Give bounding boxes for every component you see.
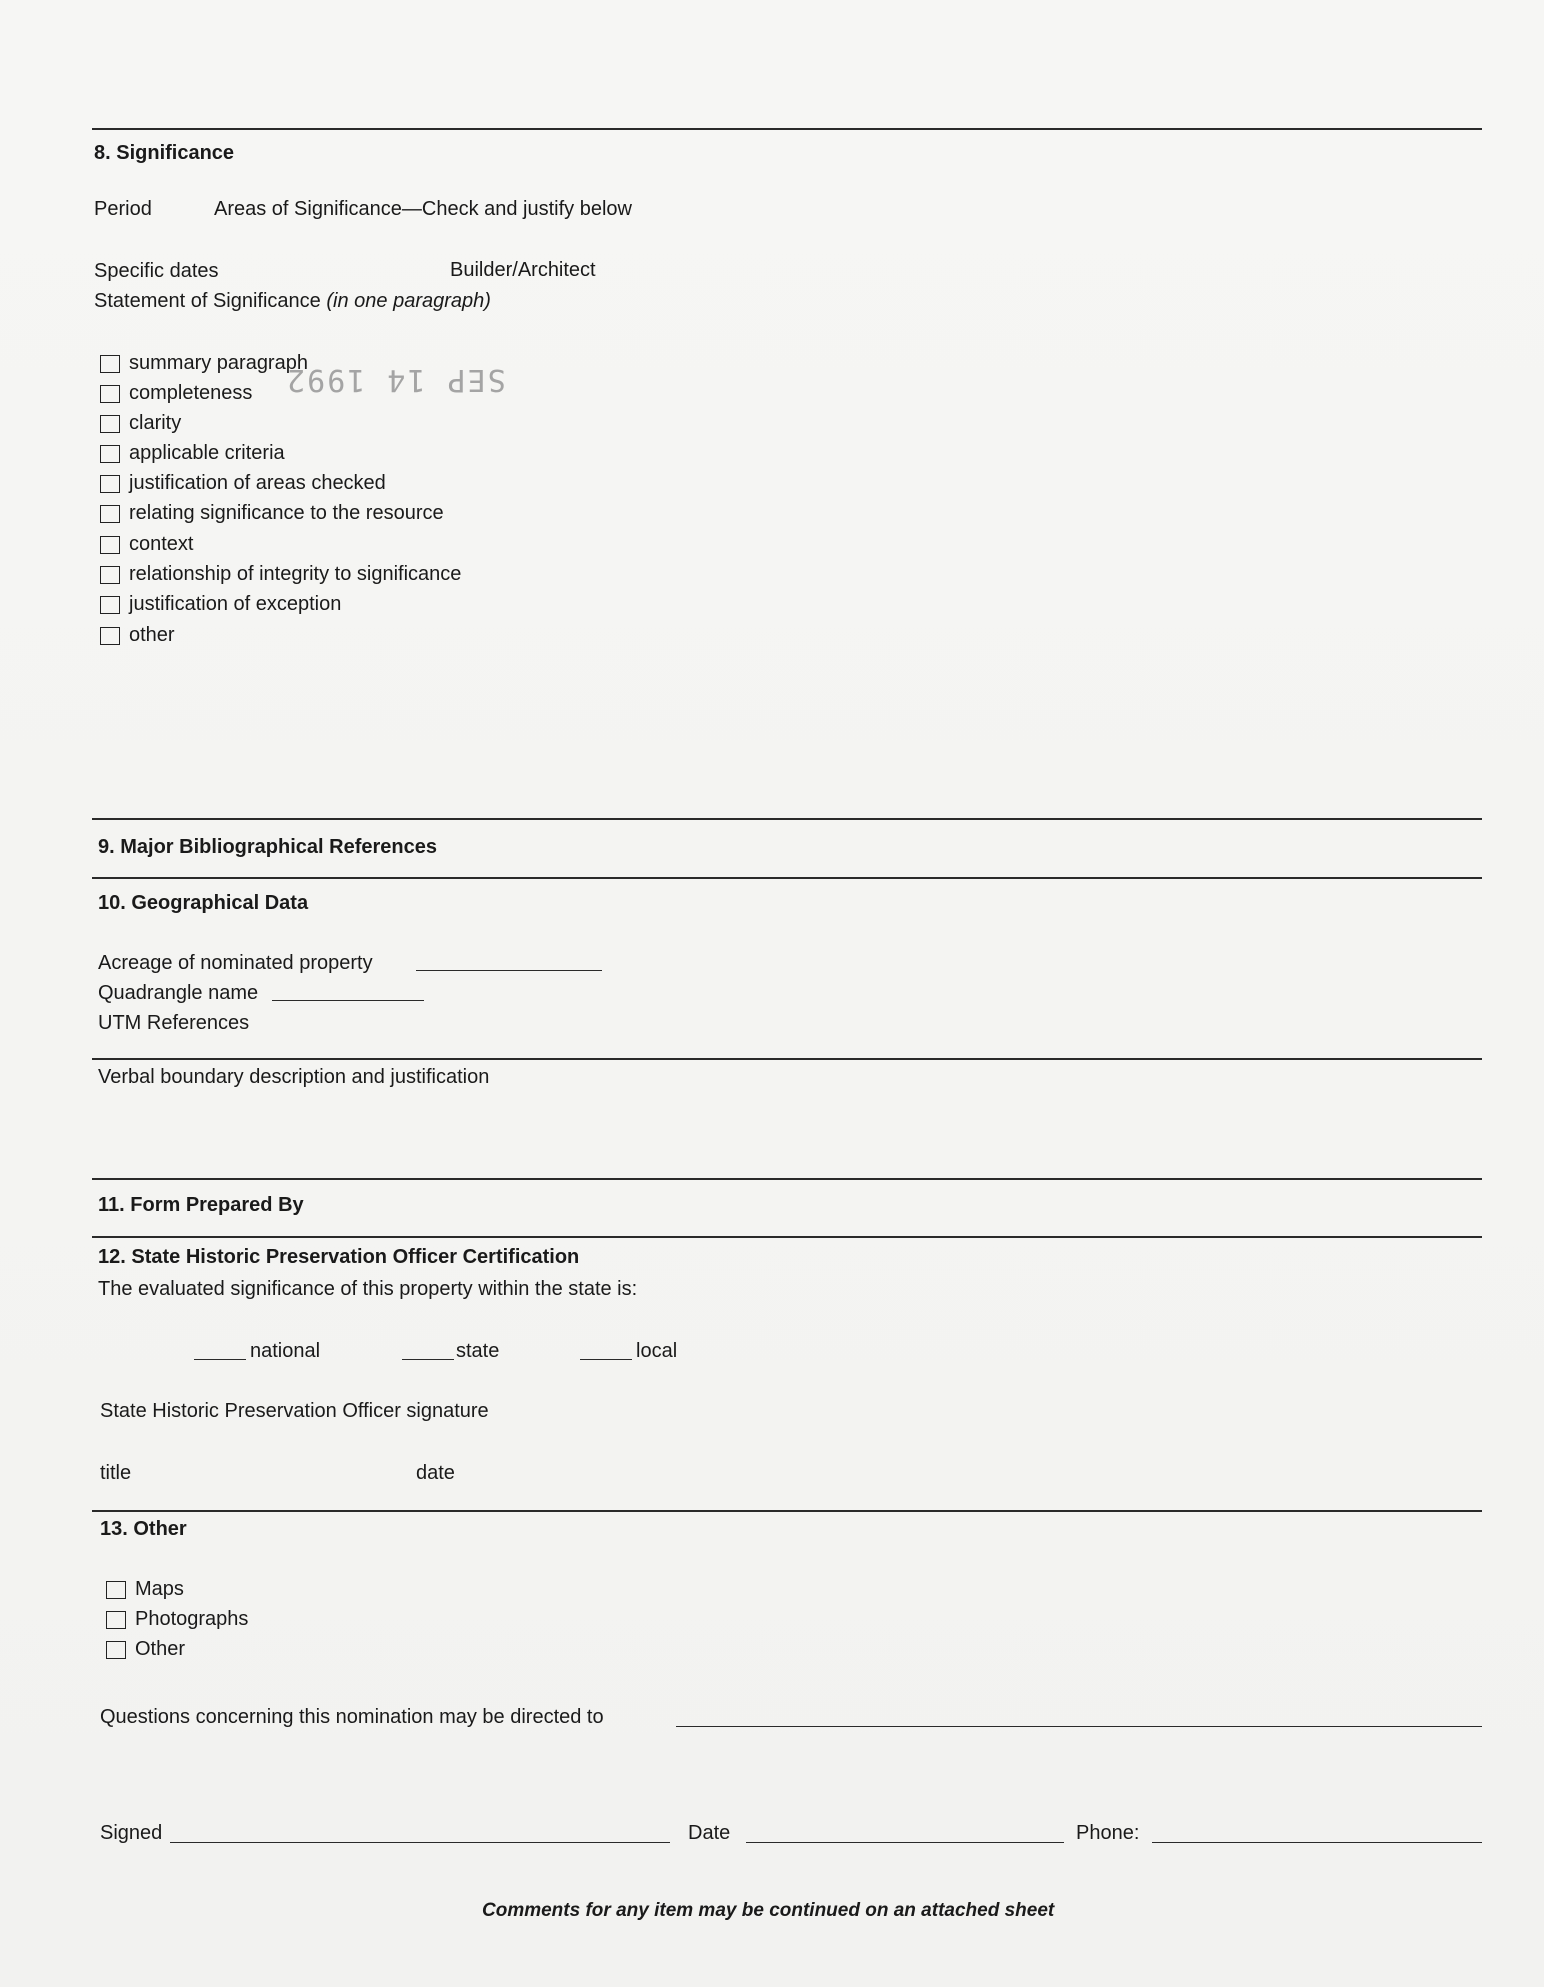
- section-8-heading: 8. Significance: [94, 142, 235, 164]
- signed-field[interactable]: [170, 1842, 670, 1843]
- evaluated-significance-statement: The evaluated significance of this property within the state is:: [98, 1278, 638, 1300]
- section-12-rule: [92, 1236, 1482, 1238]
- section-9-rule: [92, 818, 1482, 820]
- other-checklist-label: Photographs: [135, 1608, 249, 1630]
- checklist-label: relating significance to the resource: [129, 502, 444, 524]
- checklist-item[interactable]: [100, 472, 386, 495]
- checkbox[interactable]: [100, 385, 120, 403]
- checklist-label: relationship of integrity to significance: [129, 563, 462, 585]
- verbal-boundary-rule: [92, 1058, 1482, 1060]
- date-label: date: [416, 1462, 455, 1484]
- local-blank[interactable]: [580, 1359, 632, 1360]
- checkbox[interactable]: [100, 415, 120, 433]
- checkbox[interactable]: [100, 536, 120, 554]
- checkbox[interactable]: [100, 566, 120, 584]
- checklist-label: justification of areas checked: [129, 472, 386, 494]
- received-date-stamp: SEP 14 1992: [285, 362, 506, 397]
- section-13-rule: [92, 1510, 1482, 1512]
- section-10-heading: 10. Geographical Data: [98, 892, 309, 914]
- checkbox[interactable]: [100, 596, 120, 614]
- signed-date-field[interactable]: [746, 1842, 1064, 1843]
- other-checklist-item[interactable]: [106, 1608, 248, 1631]
- checklist-item[interactable]: [100, 412, 181, 435]
- level-national-label: national: [250, 1340, 321, 1362]
- checklist-item[interactable]: [100, 382, 252, 405]
- other-checklist-item[interactable]: [106, 1638, 185, 1661]
- shpo-signature-label: State Historic Preservation Officer signature: [100, 1400, 489, 1422]
- footer-note: Comments for any item may be continued on an attached sheet: [482, 1900, 1055, 1921]
- statement-note: (in one paragraph): [326, 290, 491, 312]
- checkbox[interactable]: [100, 627, 120, 645]
- checklist-item[interactable]: [100, 624, 175, 647]
- other-checklist-item[interactable]: [106, 1578, 184, 1601]
- checklist-item[interactable]: [100, 593, 341, 616]
- checkbox[interactable]: [100, 475, 120, 493]
- checklist-label: justification of exception: [129, 593, 342, 615]
- checklist-label: other: [129, 624, 175, 646]
- section-12-heading: 12. State Historic Preservation Officer Certification: [98, 1246, 580, 1268]
- section-9-heading: 9. Major Bibliographical References: [98, 836, 437, 858]
- section-11-heading: 11. Form Prepared By: [98, 1194, 304, 1216]
- specific-dates-label: Specific dates: [94, 260, 219, 282]
- checkbox[interactable]: [100, 505, 120, 523]
- questions-field[interactable]: [676, 1726, 1482, 1727]
- quadrangle-label: Quadrangle name: [98, 982, 259, 1004]
- period-label: Period: [94, 198, 152, 220]
- section-13-heading: 13. Other: [100, 1518, 187, 1540]
- quadrangle-field[interactable]: [272, 1000, 424, 1001]
- phone-label: Phone:: [1076, 1822, 1140, 1844]
- checklist-item[interactable]: [100, 533, 193, 556]
- checkbox[interactable]: [106, 1641, 126, 1659]
- statement-label-text: Statement of Significance: [94, 290, 321, 312]
- checklist-label: clarity: [129, 412, 182, 434]
- builder-architect-label: Builder/Architect: [450, 259, 596, 281]
- national-blank[interactable]: [194, 1359, 246, 1360]
- other-checklist-label: Maps: [135, 1578, 184, 1600]
- acreage-label: Acreage of nominated property: [98, 952, 373, 974]
- signed-date-label: Date: [688, 1822, 731, 1844]
- title-label: title: [100, 1462, 132, 1484]
- checkbox[interactable]: [106, 1611, 126, 1629]
- checklist-label: context: [129, 533, 194, 555]
- checkbox[interactable]: [100, 355, 120, 373]
- checklist-label: summary paragraph: [129, 352, 308, 374]
- other-checklist-label: Other: [135, 1638, 186, 1660]
- checkbox[interactable]: [100, 445, 120, 463]
- verbal-boundary-label: Verbal boundary description and justification: [98, 1066, 490, 1088]
- level-state-label: state: [456, 1340, 500, 1362]
- phone-field[interactable]: [1152, 1842, 1482, 1843]
- statement-of-significance-label: [94, 290, 491, 313]
- section-10-rule: [92, 877, 1482, 879]
- questions-label: Questions concerning this nomination may be directed to: [100, 1706, 604, 1728]
- checkbox[interactable]: [106, 1581, 126, 1599]
- areas-of-significance-label: Areas of Significance—Check and justify below: [214, 198, 632, 220]
- checklist-item[interactable]: [100, 442, 285, 465]
- checklist-item[interactable]: [100, 563, 461, 586]
- state-blank[interactable]: [402, 1359, 454, 1360]
- acreage-field[interactable]: [416, 970, 602, 971]
- level-local-label: local: [636, 1340, 678, 1362]
- signed-label: Signed: [100, 1822, 163, 1844]
- checklist-label: applicable criteria: [129, 442, 285, 464]
- section-8-rule: [92, 128, 1482, 130]
- checklist-item[interactable]: [100, 502, 444, 525]
- bleed-through-text: [870, 315, 878, 349]
- checklist-label: completeness: [129, 382, 253, 404]
- utm-references-label: UTM References: [98, 1012, 250, 1034]
- section-11-rule: [92, 1178, 1482, 1180]
- checklist-item[interactable]: [100, 352, 308, 375]
